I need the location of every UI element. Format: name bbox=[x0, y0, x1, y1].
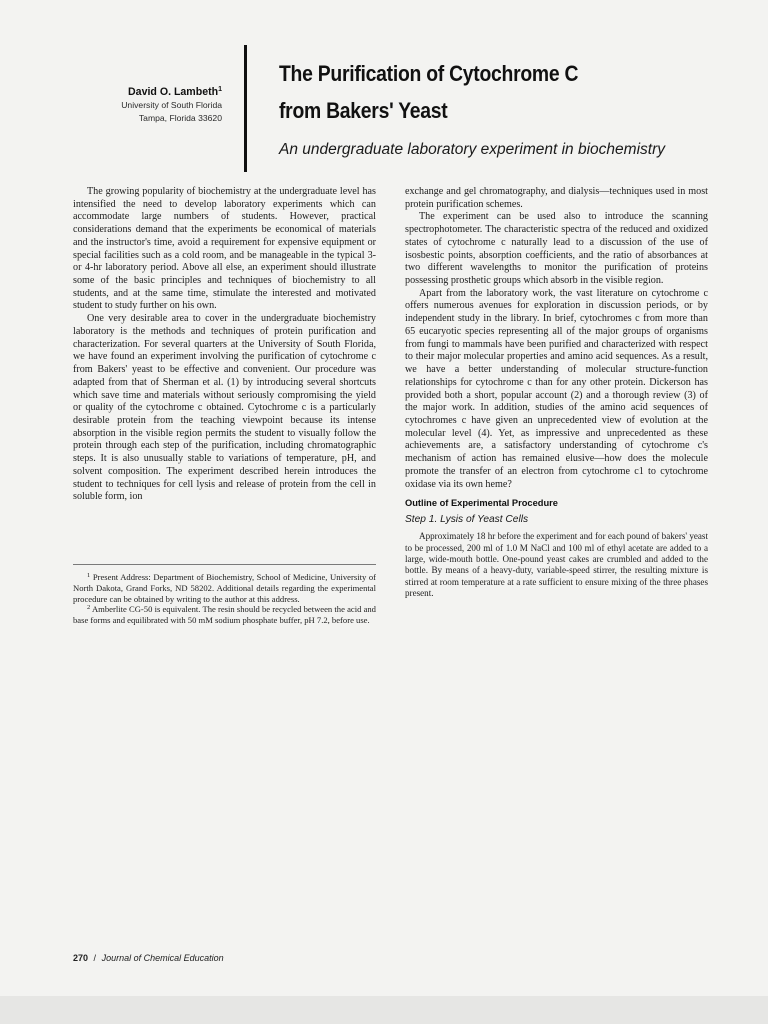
body-paragraph-literature: Apart from the laboratory work, the vast literature on cytochrome c offers numerous avenues for exploration in discussion periods, or by independent study in the library. In brief, cytochromes c from more than 65 eucaryotic species representing all of the major groups of organisms from fungi to mammals have been purified and characterized with respect to their major molecular properties and amino acid sequences. As a result, we have a better understanding of molecular structure-function relationships for cytochrome c than for any other protein. Dickerson has provided both a short, popular account (2) and a thorough review (3) of the major work. In addition, studies of the amino acid sequences of cytochromes c have given an unprecedented view of evolution at the molecular level (4). Yet, as impressive and unprecedented as these achievements are, a satisfactory understanding of cytochrome c's mechanism of action has remained elusive—how does the molecule promote the transfer of an electron from cytochrome c1 to cytochrome oxidase via its own heme? bbox=[405, 287, 708, 490]
left-column bbox=[73, 186, 376, 504]
right-column bbox=[405, 186, 708, 600]
intro-paragraph-2: One very desirable area to cover in the undergraduate biochemistry laboratory is the methods and techniques of protein purification and characterization. For several quarters at the University of South Florida, we have found an experiment involving the purification of cytochrome c from Bakers' yeast to be effective and convenient. Our procedure was adapted from that of Sherman et al. (1) by introducing several shortcuts which save time and materials without seriously compromising the yield or quality of the cytochrome c obtained. Cytochrome c is a particularly desirable protein from the teaching viewpoint because its intense absorption in the visible region permits the student to visually follow the protein through each step of the purification, including chromatographic steps. It is also unusually stable to variations of temperature, pH, and solvent composition. The experiment described herein introduces the student to techniques for cell lysis and release of protein from the cell in soluble form, ion bbox=[73, 313, 376, 503]
article-title bbox=[279, 55, 675, 129]
body-paragraph-continued: exchange and gel chromatography, and dialysis—techniques used in most protein purification schemes. bbox=[405, 186, 708, 210]
author-block bbox=[90, 86, 222, 124]
title-line-2: from Bakers' Yeast bbox=[279, 98, 448, 123]
intro-paragraph-1: The growing popularity of biochemistry at the undergraduate level has intensified the need to develop laboratory experiments which can accommodate large numbers of students. However, practical considerations demand that the experiments be economical of materials and the instructor's time, avoid a requirement for expensive equipment or special facilities such as a cold room, and be manageable in the typical 3- or 4-hr laboratory period. Above all else, an experiment should illustrate some of the basic principles and techniques of biochemistry to all students, and at the same time, stimulate the interested and motivated student to study further on his own. bbox=[73, 186, 376, 312]
author-affiliation: University of South Florida bbox=[121, 100, 222, 110]
author-location: Tampa, Florida 33620 bbox=[138, 112, 222, 123]
page-footer bbox=[73, 953, 224, 963]
article-subtitle: An undergraduate laboratory experiment in biochemistry bbox=[279, 141, 665, 158]
body-paragraph-spectrophotometer: The experiment can be used also to introduce the scanning spectrophotometer. The characteristic spectra of the reduced and oxidized states of cytochrome c naturally lead to a discussion of the use of isosbestic points, absorption coefficients, and the ratio of absorbances at two different wavelengths to monitor the purification of proteins possessing prosthetic groups which absorb in the visible region. bbox=[405, 211, 708, 287]
page-number: 270 bbox=[73, 953, 89, 963]
footnote-1: $^1$ Present Address: Department of Biochemistry, School of Medicine, University of North Dakota, Grand Forks, ND 58202. Additional details regarding the experimental procedure can be obtained by writing to the author at this address. bbox=[73, 572, 376, 604]
title-divider bbox=[244, 45, 247, 172]
footnote-divider bbox=[73, 564, 376, 565]
footer-separator: / bbox=[93, 953, 97, 963]
step-1-paragraph: Approximately 18 hr before the experiment and for each pound of bakers' yeast to be processed, 200 ml of 1.0 M NaCl and 100 ml of ethyl acetate are added to a large, wide-mouth bottle. One-pound yeast cakes are crumbled and added to the bottle. By means of a heavy-duty, variable-speed stirrer, the resulting mixture is stirred at room temperature at a rate sufficient to ensure mixing of the three phases present. bbox=[405, 531, 708, 599]
journal-name: Journal of Chemical Education bbox=[101, 953, 224, 963]
footnote-2: $^2$ Amberlite CG-50 is equivalent. The resin should be recycled between the acid and base forms and equilibrated with 50 mM sodium phosphate buffer, pH 7.2, before use. bbox=[73, 604, 376, 626]
step-heading: Step 1. Lysis of Yeast Cells bbox=[405, 514, 529, 526]
author-name: David O. Lambeth$^1$ bbox=[128, 86, 222, 98]
section-heading: Outline of Experimental Procedure bbox=[405, 498, 558, 509]
page-bottom-edge bbox=[0, 996, 768, 1024]
footnotes bbox=[73, 572, 376, 626]
title-line-1: The Purification of Cytochrome C bbox=[279, 61, 579, 86]
